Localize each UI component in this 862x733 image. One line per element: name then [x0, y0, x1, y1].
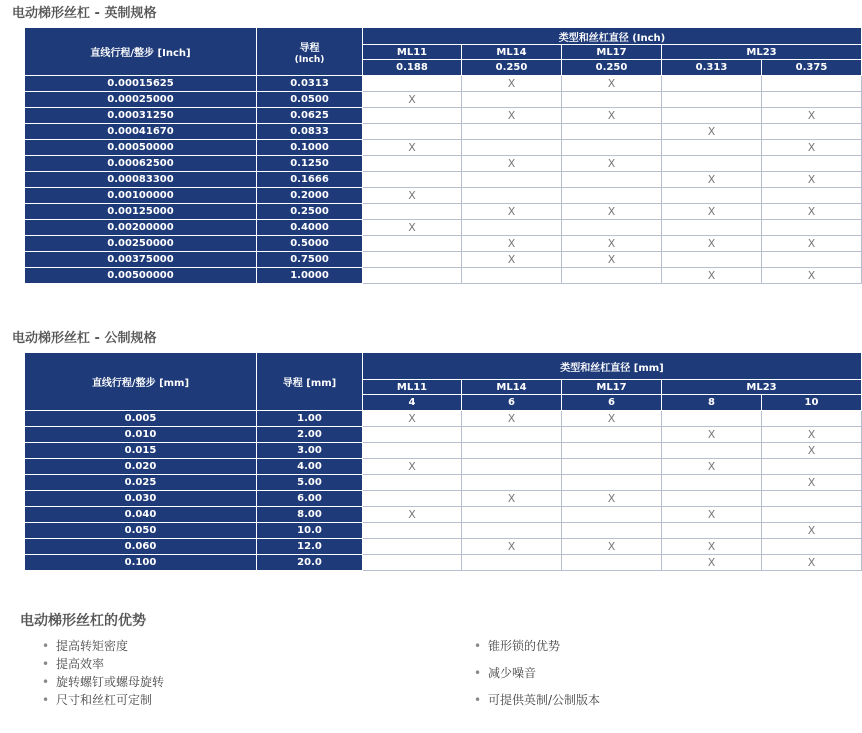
compat-mark-cell	[462, 188, 562, 204]
compat-mark-cell	[462, 124, 562, 140]
lead-cell: 0.1250	[257, 156, 363, 172]
compat-mark-cell	[363, 204, 462, 220]
compat-mark-cell	[363, 252, 462, 268]
compat-mark-cell	[762, 459, 862, 475]
compat-mark-cell: X	[562, 491, 662, 507]
imperial-spec-table	[24, 27, 862, 284]
compat-mark-cell	[363, 555, 462, 571]
diameter-header: 0.250	[562, 60, 662, 76]
lead-cell: 20.0	[257, 555, 363, 571]
lead-cell: 0.0833	[257, 124, 363, 140]
compat-mark-cell	[462, 523, 562, 539]
col-header-lead	[257, 28, 363, 76]
compat-mark-cell	[363, 236, 462, 252]
step-cell: 0.00200000	[25, 220, 257, 236]
imperial-section-title: 电动梯形丝杠 - 英制规格	[12, 6, 157, 21]
table-row	[25, 268, 862, 284]
compat-mark-cell: X	[762, 236, 862, 252]
step-cell: 0.00500000	[25, 268, 257, 284]
table-row	[25, 523, 862, 539]
lead-cell: 0.5000	[257, 236, 363, 252]
table-row	[25, 539, 862, 555]
compat-mark-cell: X	[562, 76, 662, 92]
diameter-header: 0.375	[762, 60, 862, 76]
compat-mark-cell: X	[562, 108, 662, 124]
diameter-header: 0.250	[462, 60, 562, 76]
col-header-lead-label: 导程	[299, 42, 320, 54]
compat-mark-cell: X	[662, 459, 762, 475]
compat-mark-cell	[562, 172, 662, 188]
step-cell: 0.030	[25, 491, 257, 507]
compat-mark-cell	[363, 523, 462, 539]
compat-mark-cell: X	[762, 427, 862, 443]
lead-cell: 12.0	[257, 539, 363, 555]
step-cell: 0.005	[25, 411, 257, 427]
table-row	[25, 252, 862, 268]
compat-mark-cell	[462, 268, 562, 284]
compat-mark-cell: X	[462, 411, 562, 427]
compat-mark-cell	[562, 188, 662, 204]
compat-mark-cell: X	[762, 204, 862, 220]
metric-spec-table	[24, 352, 862, 571]
advantage-item: • 尺寸和丝杠可定制	[40, 691, 164, 709]
model-header-ml14: ML14	[462, 380, 562, 395]
diameter-header: 0.313	[662, 60, 762, 76]
advantage-item: • 减少噪音	[472, 664, 600, 691]
lead-cell: 8.00	[257, 507, 363, 523]
compat-mark-cell: X	[762, 268, 862, 284]
compat-mark-cell	[363, 108, 462, 124]
compat-mark-cell: X	[462, 252, 562, 268]
compat-mark-cell	[762, 156, 862, 172]
step-cell: 0.020	[25, 459, 257, 475]
compat-mark-cell: X	[762, 523, 862, 539]
table-row	[25, 92, 862, 108]
lead-cell: 0.0625	[257, 108, 363, 124]
compat-mark-cell	[462, 140, 562, 156]
compat-mark-cell	[363, 539, 462, 555]
compat-mark-cell: X	[562, 252, 662, 268]
col-header-group: 类型和丝杠直径 (Inch)	[363, 28, 862, 45]
compat-mark-cell	[562, 443, 662, 459]
compat-mark-cell	[662, 76, 762, 92]
compat-mark-cell	[662, 92, 762, 108]
compat-mark-cell	[363, 443, 462, 459]
compat-mark-cell	[462, 475, 562, 491]
compat-mark-cell	[762, 539, 862, 555]
compat-mark-cell	[762, 252, 862, 268]
col-header-step: 直线行程/整步 [mm]	[25, 353, 257, 411]
compat-mark-cell	[363, 124, 462, 140]
compat-mark-cell	[562, 523, 662, 539]
compat-mark-cell: X	[363, 188, 462, 204]
compat-mark-cell: X	[562, 411, 662, 427]
table-row	[25, 459, 862, 475]
model-header-ml11: ML11	[363, 45, 462, 60]
compat-mark-cell	[762, 188, 862, 204]
step-cell: 0.00050000	[25, 140, 257, 156]
step-cell: 0.00025000	[25, 92, 257, 108]
compat-mark-cell: X	[363, 220, 462, 236]
table-row	[25, 156, 862, 172]
diameter-header: 6	[462, 395, 562, 411]
compat-mark-cell	[462, 220, 562, 236]
advantages-list-left	[40, 637, 164, 709]
compat-mark-cell: X	[462, 491, 562, 507]
model-header-ml23: ML23	[662, 380, 862, 395]
compat-mark-cell	[762, 507, 862, 523]
compat-mark-cell	[363, 156, 462, 172]
compat-mark-cell	[562, 268, 662, 284]
compat-mark-cell: X	[462, 539, 562, 555]
step-cell: 0.00015625	[25, 76, 257, 92]
model-header-ml17: ML17	[562, 45, 662, 60]
compat-mark-cell: X	[363, 459, 462, 475]
advantages-list-right	[472, 637, 600, 718]
compat-mark-cell	[562, 92, 662, 108]
compat-mark-cell: X	[662, 268, 762, 284]
compat-mark-cell	[662, 156, 762, 172]
lead-cell: 1.00	[257, 411, 363, 427]
compat-mark-cell: X	[762, 140, 862, 156]
compat-mark-cell: X	[662, 555, 762, 571]
compat-mark-cell	[662, 188, 762, 204]
lead-cell: 10.0	[257, 523, 363, 539]
lead-cell: 0.1000	[257, 140, 363, 156]
step-cell: 0.060	[25, 539, 257, 555]
col-header-group: 类型和丝杠直径 [mm]	[363, 353, 862, 380]
diameter-header: 8	[662, 395, 762, 411]
compat-mark-cell	[762, 220, 862, 236]
table-row	[25, 124, 862, 140]
compat-mark-cell	[662, 443, 762, 459]
step-cell: 0.040	[25, 507, 257, 523]
table-row	[25, 108, 862, 124]
table-row	[25, 140, 862, 156]
step-cell: 0.00100000	[25, 188, 257, 204]
diameter-header: 10	[762, 395, 862, 411]
diameter-header: 6	[562, 395, 662, 411]
compat-mark-cell	[662, 140, 762, 156]
lead-cell: 0.2500	[257, 204, 363, 220]
compat-mark-cell	[462, 92, 562, 108]
step-cell: 0.100	[25, 555, 257, 571]
compat-mark-cell: X	[662, 539, 762, 555]
table-row	[25, 220, 862, 236]
compat-mark-cell: X	[363, 507, 462, 523]
compat-mark-cell	[462, 459, 562, 475]
diameter-header: 0.188	[363, 60, 462, 76]
step-cell: 0.00083300	[25, 172, 257, 188]
compat-mark-cell: X	[762, 172, 862, 188]
compat-mark-cell: X	[462, 204, 562, 220]
table-row	[25, 427, 862, 443]
compat-mark-cell	[562, 427, 662, 443]
col-header-step: 直线行程/整步 [Inch]	[25, 28, 257, 76]
compat-mark-cell	[562, 140, 662, 156]
compat-mark-cell	[562, 475, 662, 491]
compat-mark-cell	[662, 252, 762, 268]
step-cell: 0.00062500	[25, 156, 257, 172]
compat-mark-cell	[363, 475, 462, 491]
model-header-ml14: ML14	[462, 45, 562, 60]
compat-mark-cell	[762, 92, 862, 108]
col-header-lead-unit: (Inch)	[294, 54, 325, 65]
advantages-title: 电动梯形丝杠的优势	[20, 613, 146, 629]
compat-mark-cell	[562, 124, 662, 140]
table-row	[25, 204, 862, 220]
compat-mark-cell	[363, 491, 462, 507]
step-cell: 0.00250000	[25, 236, 257, 252]
advantage-item: • 提高转矩密度	[40, 637, 164, 655]
table-row	[25, 475, 862, 491]
step-cell: 0.015	[25, 443, 257, 459]
compat-mark-cell: X	[562, 156, 662, 172]
step-cell: 0.00125000	[25, 204, 257, 220]
model-header-ml23: ML23	[662, 45, 862, 60]
compat-mark-cell	[762, 76, 862, 92]
compat-mark-cell	[462, 443, 562, 459]
compat-mark-cell	[562, 220, 662, 236]
compat-mark-cell	[662, 475, 762, 491]
compat-mark-cell: X	[662, 427, 762, 443]
compat-mark-cell: X	[363, 140, 462, 156]
compat-mark-cell: X	[562, 539, 662, 555]
table-row	[25, 411, 862, 427]
step-cell: 0.050	[25, 523, 257, 539]
lead-cell: 0.0500	[257, 92, 363, 108]
compat-mark-cell: X	[762, 443, 862, 459]
table-row	[25, 555, 862, 571]
advantage-item: • 旋转螺钉或螺母旋转	[40, 673, 164, 691]
lead-cell: 2.00	[257, 427, 363, 443]
compat-mark-cell: X	[562, 204, 662, 220]
compat-mark-cell: X	[462, 108, 562, 124]
compat-mark-cell	[662, 411, 762, 427]
metric-table-body	[25, 411, 862, 571]
diameter-header: 4	[363, 395, 462, 411]
lead-cell: 3.00	[257, 443, 363, 459]
step-cell: 0.010	[25, 427, 257, 443]
compat-mark-cell: X	[662, 236, 762, 252]
compat-mark-cell	[462, 555, 562, 571]
compat-mark-cell	[762, 491, 862, 507]
compat-mark-cell	[662, 491, 762, 507]
step-cell: 0.00041670	[25, 124, 257, 140]
table-row	[25, 443, 862, 459]
compat-mark-cell	[562, 555, 662, 571]
compat-mark-cell: X	[662, 507, 762, 523]
imperial-table-body	[25, 76, 862, 284]
advantage-item: • 可提供英制/公制版本	[472, 691, 600, 718]
compat-mark-cell: X	[762, 475, 862, 491]
model-header-ml17: ML17	[562, 380, 662, 395]
step-cell: 0.00375000	[25, 252, 257, 268]
compat-mark-cell	[462, 172, 562, 188]
compat-mark-cell: X	[562, 236, 662, 252]
table-row	[25, 236, 862, 252]
compat-mark-cell: X	[462, 236, 562, 252]
compat-mark-cell	[762, 124, 862, 140]
col-header-lead: 导程 [mm]	[257, 353, 363, 411]
compat-mark-cell	[363, 427, 462, 443]
compat-mark-cell	[562, 507, 662, 523]
compat-mark-cell	[662, 108, 762, 124]
compat-mark-cell: X	[662, 204, 762, 220]
compat-mark-cell: X	[762, 555, 862, 571]
metric-section-title: 电动梯形丝杠 - 公制规格	[12, 331, 157, 346]
compat-mark-cell	[762, 411, 862, 427]
model-header-ml11: ML11	[363, 380, 462, 395]
lead-cell: 0.2000	[257, 188, 363, 204]
table-row	[25, 76, 862, 92]
lead-cell: 0.4000	[257, 220, 363, 236]
step-cell: 0.00031250	[25, 108, 257, 124]
lead-cell: 5.00	[257, 475, 363, 491]
lead-cell: 0.7500	[257, 252, 363, 268]
compat-mark-cell	[662, 220, 762, 236]
compat-mark-cell: X	[363, 92, 462, 108]
lead-cell: 0.0313	[257, 76, 363, 92]
table-row	[25, 491, 862, 507]
table-row	[25, 188, 862, 204]
lead-cell: 4.00	[257, 459, 363, 475]
compat-mark-cell: X	[662, 124, 762, 140]
advantage-item: • 提高效率	[40, 655, 164, 673]
advantage-item: • 锥形锁的优势	[472, 637, 600, 664]
table-row	[25, 172, 862, 188]
compat-mark-cell: X	[762, 108, 862, 124]
compat-mark-cell: X	[462, 76, 562, 92]
compat-mark-cell	[562, 459, 662, 475]
lead-cell: 0.1666	[257, 172, 363, 188]
compat-mark-cell	[363, 76, 462, 92]
table-row	[25, 507, 862, 523]
lead-cell: 1.0000	[257, 268, 363, 284]
compat-mark-cell	[662, 523, 762, 539]
compat-mark-cell: X	[462, 156, 562, 172]
compat-mark-cell: X	[363, 411, 462, 427]
step-cell: 0.025	[25, 475, 257, 491]
compat-mark-cell	[363, 268, 462, 284]
compat-mark-cell	[363, 172, 462, 188]
compat-mark-cell	[462, 427, 562, 443]
lead-cell: 6.00	[257, 491, 363, 507]
compat-mark-cell: X	[662, 172, 762, 188]
compat-mark-cell	[462, 507, 562, 523]
